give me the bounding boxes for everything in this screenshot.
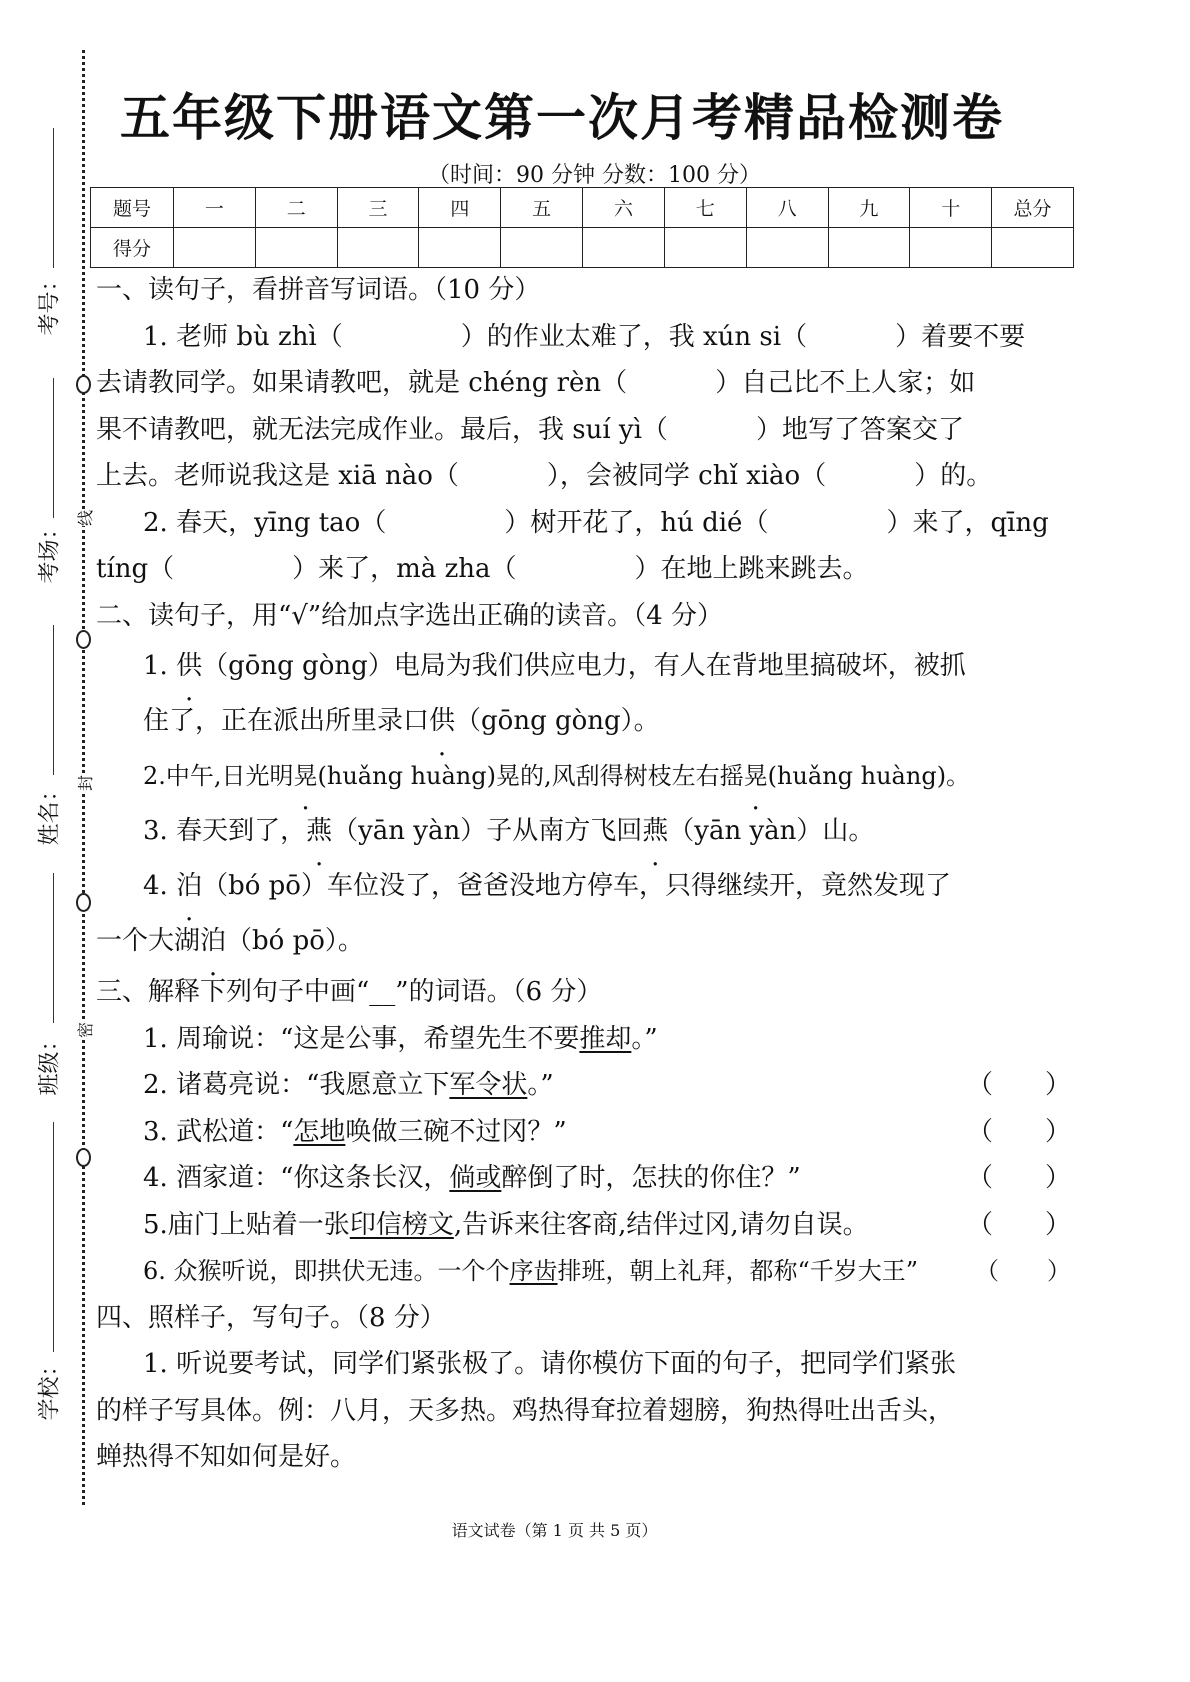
question-line: 3. 春天到了，燕（yān yàn）子从南方飞回燕（yān yàn）山。 bbox=[143, 816, 875, 846]
question-line: 住了，正在派出所里录口供（gōng gòng）。 bbox=[143, 706, 660, 736]
blank-exam-room[interactable] bbox=[53, 378, 54, 518]
question-line: 果不请教吧，就无法完成作业。最后，我 suí yì（ ）地写了答案交了 bbox=[96, 414, 964, 445]
dotted-char: 泊 bbox=[200, 926, 227, 956]
underlined-word: 序齿 bbox=[509, 1257, 558, 1285]
question-line: tíng（ ）来了，mà zha（ ）在地上跳来跳去。 bbox=[96, 554, 869, 584]
score-cell[interactable] bbox=[746, 228, 828, 268]
answer-paren[interactable]: （ ） bbox=[966, 1163, 1071, 1193]
score-cell[interactable] bbox=[255, 228, 337, 268]
blank-school[interactable] bbox=[53, 1122, 54, 1352]
section-1-heading: 一、读句子，看拼音写词语。（10 分） bbox=[96, 275, 541, 305]
question-line: 2.中午,日光明晃(huǎng huàng)晃的,风刮得树枝左右摇晃(huǎng huàng)。 bbox=[143, 762, 971, 790]
score-table-header: 五 bbox=[501, 188, 583, 228]
score-row-label: 得分 bbox=[91, 228, 174, 268]
section-3-heading: 三、解释下列句子中画“__”的词语。（6 分） bbox=[96, 977, 603, 1007]
answer-paren[interactable]: （ ） bbox=[966, 1070, 1071, 1100]
label-class: 班级： bbox=[37, 1029, 63, 1096]
score-table-header: 四 bbox=[419, 188, 501, 228]
score-table-header: 一 bbox=[174, 188, 256, 228]
seal-char-xian: 线 bbox=[76, 509, 96, 527]
label-name: 姓名： bbox=[37, 779, 63, 846]
score-table-header: 九 bbox=[828, 188, 910, 228]
score-table-header: 八 bbox=[746, 188, 828, 228]
score-table-header: 三 bbox=[337, 188, 419, 228]
score-cell[interactable] bbox=[419, 228, 501, 268]
question-line: 4. 泊（bó pō）车位没了，爸爸没地方停车，只得继续开，竟然发现了 bbox=[143, 871, 951, 901]
question-line: 4. 酒家道：“你这条长汉，倘或醉倒了时，怎扶的你住？” （ ） bbox=[96, 1155, 1071, 1202]
question-line: 一个大湖泊（bó pō）。 bbox=[96, 926, 364, 956]
question-line: 1. 老师 bù zhì（ ）的作业太难了，我 xún si（ ）着要不要 bbox=[143, 321, 1026, 352]
exam-content bbox=[96, 267, 1071, 1481]
label-exam-room: 考场： bbox=[37, 517, 63, 584]
blank-class[interactable] bbox=[53, 873, 54, 1023]
dotted-char: 供 bbox=[176, 651, 203, 681]
dotted-char: 供 bbox=[429, 706, 456, 736]
score-table-header: 二 bbox=[255, 188, 337, 228]
question-line: 上去。老师说我这是 xiā nào（ ），会被同学 chǐ xiào（ ）的。 bbox=[96, 461, 993, 491]
score-cell[interactable] bbox=[664, 228, 746, 268]
section-2-heading: 二、读句子，用“√”给加点字选出正确的读音。（4 分） bbox=[96, 600, 723, 631]
score-cell[interactable] bbox=[174, 228, 256, 268]
underlined-word: 军令状 bbox=[449, 1070, 528, 1100]
score-cell[interactable] bbox=[583, 228, 665, 268]
score-cell[interactable] bbox=[337, 228, 419, 268]
dotted-char: 泊 bbox=[176, 871, 203, 901]
score-cell[interactable] bbox=[828, 228, 910, 268]
score-table-header-row bbox=[91, 188, 1074, 228]
binding-strip bbox=[0, 0, 95, 1568]
score-table bbox=[90, 187, 1074, 268]
score-table-score-row bbox=[91, 228, 1074, 268]
answer-paren[interactable]: （ ） bbox=[966, 1209, 1071, 1240]
dotted-char: 晃 bbox=[293, 762, 318, 790]
question-line: 6. 众猴听说，即拱伏无违。一个个序齿排班，朝上礼拜，都称“千岁大王” （ ） bbox=[96, 1248, 1071, 1295]
question-line: 3. 武松道：“怎地唤做三碗不过冈？” （ ） bbox=[96, 1109, 1071, 1156]
question-line: 去请教同学。如果请教吧，就是 chéng rèn（ ）自己比不上人家；如 bbox=[96, 368, 976, 398]
question-line: 5.庙门上贴着一张印信榜文,告诉来往客商,结伴过冈,请勿自误。 （ ） bbox=[96, 1202, 1071, 1249]
answer-paren[interactable]: （ ） bbox=[975, 1257, 1071, 1285]
page-footer: 语文试卷（第 1 页 共 5 页） bbox=[451, 1521, 658, 1540]
binding-hole bbox=[76, 1148, 91, 1167]
question-line: 2. 诸葛亮说：“我愿意立下军令状。” （ ） bbox=[96, 1062, 1071, 1109]
question-line: 2. 春天，yīng tao（ ）树开花了，hú dié（ ）来了，qīng bbox=[143, 507, 1049, 538]
label-school: 学校： bbox=[37, 1354, 63, 1421]
binding-hole bbox=[76, 630, 91, 649]
underlined-word: 倘或 bbox=[449, 1163, 502, 1193]
underlined-word: 推却 bbox=[579, 1023, 632, 1054]
dotted-char: 燕 bbox=[642, 816, 669, 846]
question-line: 1. 周瑜说：“这是公事，希望先生不要推却。” bbox=[143, 1023, 658, 1054]
score-table-header: 六 bbox=[583, 188, 665, 228]
label-exam-number: 考号： bbox=[37, 269, 63, 336]
score-table-header: 七 bbox=[664, 188, 746, 228]
dotted-char: 燕 bbox=[306, 816, 333, 846]
section-4-heading: 四、照样子，写句子。（8 分） bbox=[96, 1302, 446, 1333]
question-line: 的样子写具体。例：八月，天多热。鸡热得耷拉着翅膀，狗热得吐出舌头， bbox=[96, 1395, 955, 1426]
dotted-char: 晃 bbox=[743, 762, 768, 790]
score-table-header: 总分 bbox=[992, 188, 1074, 228]
binding-hole bbox=[76, 893, 91, 912]
underlined-word: 怎地 bbox=[293, 1116, 346, 1147]
binding-hole bbox=[76, 375, 91, 394]
question-line: 1. 听说要考试，同学们紧张极了。请你模仿下面的句子，把同学们紧张 bbox=[143, 1349, 957, 1379]
blank-name[interactable] bbox=[53, 625, 54, 775]
score-cell[interactable] bbox=[910, 228, 992, 268]
underlined-word: 印信榜文 bbox=[349, 1209, 454, 1240]
seal-char-feng: 封 bbox=[76, 774, 96, 792]
score-cell[interactable] bbox=[501, 228, 583, 268]
question-line: 蝉热得不知如何是好。 bbox=[96, 1442, 357, 1472]
blank-exam-number[interactable] bbox=[53, 128, 54, 268]
answer-paren[interactable]: （ ） bbox=[966, 1116, 1071, 1147]
score-cell[interactable] bbox=[992, 228, 1074, 268]
exam-info: （时间：90 分钟 分数：100 分） bbox=[428, 163, 761, 188]
question-line: 1. 供（gōng gòng）电局为我们供应电力，有人在背地里搞破坏，被抓 bbox=[143, 651, 966, 681]
score-table-header: 题号 bbox=[91, 188, 174, 228]
seal-char-mi: 密 bbox=[76, 1021, 96, 1039]
score-table-header: 十 bbox=[910, 188, 992, 228]
page-title: 五年级下册语文第一次月考精品检测卷 bbox=[120, 89, 1004, 147]
